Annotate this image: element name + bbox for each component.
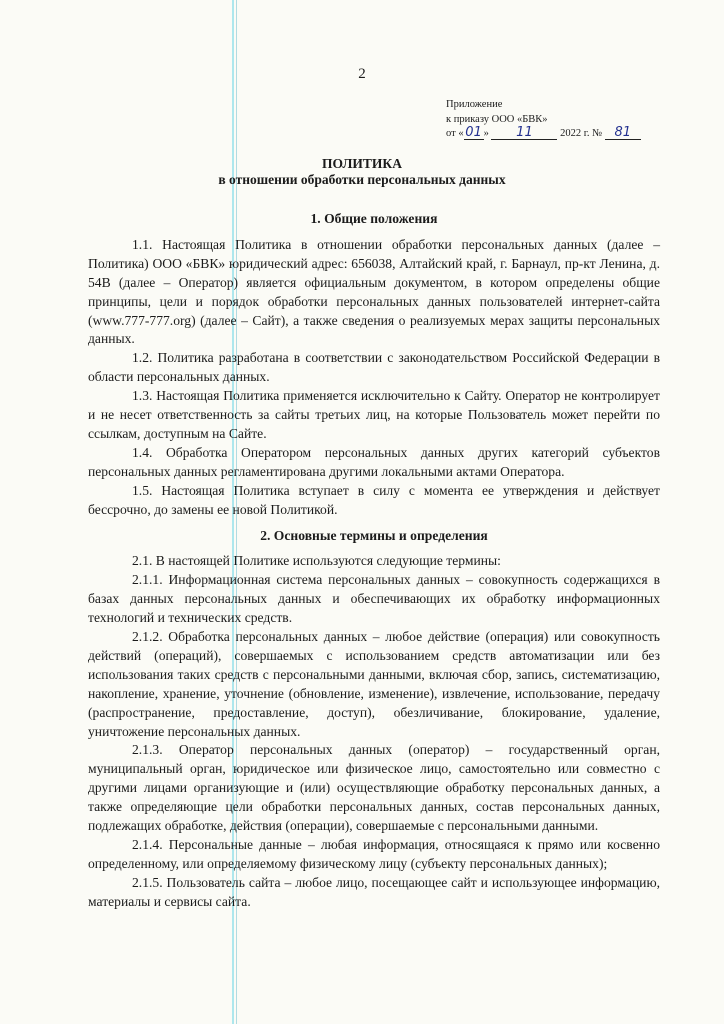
appendix-line-1: Приложение [446,99,503,110]
section-heading: 1. Общие положения [310,211,438,226]
handwritten-number: 81 [605,127,641,140]
paragraph: 1.5. Настоящая Политика вступает в силу с момента ее утверждения и действует бессрочно, до замены ее новой Политикой. [88,482,660,517]
paragraph: 2.1. В настоящей Политике используются следующие термины: [132,553,501,569]
paragraph: 2.1.5. Пользователь сайта – любое лицо, посещающее сайт и использующее информацию, материалы и сервисы сайта. [88,874,660,909]
paragraph: 1.4. Обработка Оператором персональных данных других категорий субъектов персональных данных регламентирована другими локальными актами Оператора. [88,444,660,479]
date-prefix: от « [446,128,464,139]
date-mid: » [483,128,489,139]
date-year: 2022 г. № [560,128,603,139]
paragraph: 2.1.2. Обработка персональных данных – любое действие (операция) или совокупность действий (операций), совершаемых с использованием средств автоматизации или без использования таких средств с персональными данными, включая сбор, запись, систематизацию, накопление, хранение, уточнение (обновление, изменение), извлечение, использование, передачу (распространение, предоставление, доступ), обезличивание, блокирование, удаление, уничтожение персональных данных. [88,629,660,739]
section-heading: 2. Основные термины и определения [260,527,488,543]
handwritten-day: 01 [465,125,482,140]
paragraph: 2.1.4. Персональные данные – любая информация, относящаяся к прямо или косвенно определенному, или определяемому физическому лицу (субъекту персональных данных); [88,837,660,871]
title-sub: в отношении обработки персональных данных [218,172,506,187]
paragraph: 1.2. Политика разработана в соответствии с законодательством Российской Федерации в области персональных данных. [88,350,660,385]
paragraph: 2.1.3. Оператор персональных данных (оператор) – государственный орган, муниципальный орган, юридическое или физическое лицо, самостоятельно или совместно с другими лицами организующие и (или) осуществляющие обработку персональных данных, а также определяющие цели обработки персональных данных, состав персональных данных, подлежащих обработке, действия (операции), совершаемые с персональными данными. [88,742,660,834]
appendix-block [446,98,641,142]
page-number: 2 [358,66,366,82]
paragraph: 2.1.1. Информационная система персональных данных – совокупность содержащихся в базах данных персональных данных и обеспечивающих их обработку информационных технологий и технических средств. [88,572,660,626]
handwritten-month: 11 [491,127,557,140]
appendix-line-2: к приказу ООО «БВК» [446,113,548,125]
paragraph: 1.1. Настоящая Политика в отношении обработки персональных данных (далее – Политика) ООО «БВК» юридический адрес: 656038, Алтайский край, г. Барнаул, пр-кт Ленина, д. 54В (далее – Оператор) является официальным документом, в котором определены общие принципы, цели и порядок обработки персональных данных пользователей интернет-сайта (www.777-777.org) (далее – Сайт), а также сведения о реализуемых мерах защиты персональных данных. [88,236,660,347]
document-body [88,210,660,912]
document-title [0,156,724,188]
title-main: ПОЛИТИКА [322,156,402,171]
paragraph: 1.3. Настоящая Политика применяется исключительно к Сайту. Оператор не контролирует и не несет ответственность за сайты третьих лиц, на которые Пользователь может перейти по ссылкам, доступным на Сайте. [88,388,660,441]
appendix-date-line [446,127,641,142]
